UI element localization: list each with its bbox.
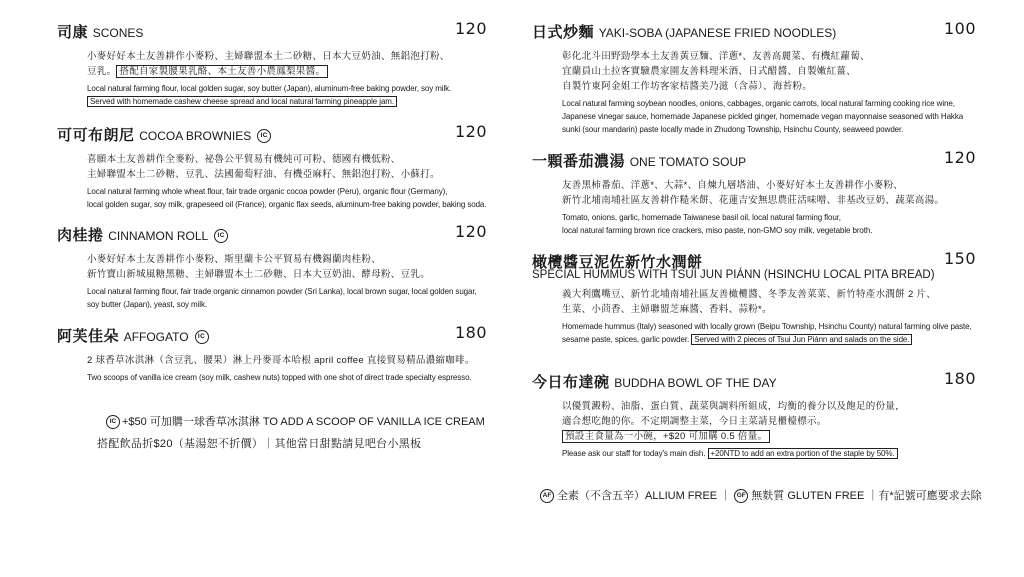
- drink-discount-note: 搭配飲品折$20（基湯恕不折價）｜其他當日甜點請見吧台小黑板: [97, 438, 422, 450]
- gf-badge-icon: GF: [734, 489, 748, 503]
- item-desc-en: Tomato, onions, garlic, homemade Taiwanese basil oil, local natural farming flour, local natural farming brown rice crackers, miso paste, non-GMO soy milk, vegetable broth.: [562, 213, 873, 235]
- item-desc-en: Local natural farming whole wheat flour, fair trade organic cocoa powder (Peru), organic flour (Germany), local golden sugar, soy milk, grapeseed oil (France), organic flax seeds, aluminum-free baking powder, baking soda.: [87, 187, 487, 209]
- item-desc-zh: 義大利鷹嘴豆、新竹北埔南埔社區友善橄欖醬、冬季友善菜菜、新竹特產水潤餅 2 片、 生菜、小茴香、主婦聯盟芝麻醬、香料、蒜粉*。: [562, 289, 937, 315]
- menu-item-affogato: [57, 325, 487, 384]
- item-desc-zh: 喜願本土友善耕作全麥粉、祕魯公平貿易有機純可可粉、德國有機低粉、 主婦聯盟本土二砂糖、豆乳、法國葡萄籽油、有機亞麻籽、無鋁泡打粉、小蘇打。: [87, 154, 440, 180]
- ic-badge-icon: IC: [257, 129, 271, 143]
- af-badge-icon: AF: [540, 489, 554, 503]
- item-price: 180: [943, 369, 976, 388]
- item-desc-zh: 友善黑柿番茄、洋蔥*、大蒜*、自煉九層塔油、小麥好好本土友善耕作小麥粉、 新竹北埔南埔社區友善耕作糙米餅、花蓮吉安無思農莊活味噌、非基改豆奶、蔬菜高湯。: [562, 180, 945, 206]
- item-desc-en: Two scoops of vanilla ice cream (soy milk, cashew nuts) topped with one shot of direct trade specialty espresso.: [87, 373, 472, 382]
- item-desc-zh: 彰化北斗田野勁學本土友善黃豆麵、洋蔥*、友善高麗菜、有機紅蘿蔔、 宜蘭員山土拉客實驗農家園友善料理米酒、日式醋醬、自製嫩紅薑、 自製竹東阿金姐工作坊客家桔醬美乃滋（含蒜）、海苔粉。: [562, 51, 870, 92]
- item-title: 可可布朗尼 COCOA BROWNIES IC: [57, 127, 271, 144]
- item-title: 一顆番茄濃湯 ONE TOMATO SOUP: [532, 153, 747, 170]
- item-title: 今日布達碗 BUDDHA BOWL OF THE DAY: [532, 374, 777, 391]
- item-price: 120: [454, 19, 487, 38]
- diet-legend: AF 全素（不含五辛）ALLIUM FREE ｜ GF 無麩質 GLUTEN FREE ｜有*記號可應要求去除: [540, 487, 982, 503]
- menu-item-yakisoba: [532, 21, 976, 136]
- menu-item-hummus: [532, 251, 976, 346]
- item-desc-en: Please ask our staff for today's main dish. +20NTD to add an extra portion of the staple by 50%.: [562, 447, 976, 460]
- item-desc-en: Local natural farming soybean noodles, onions, cabbages, organic carrots, local natural farming cooking rice wine, Japanese vinegar sauce, homemade Japanese pickled ginger, homemade vegan mayonnaise seasoned with Hakka sunki (sour mandarin) paste locally made in Zhudong Township, Hsinchu County, seaweed powder.: [562, 99, 964, 134]
- ice-cream-addon-note: IC +$50 可加購一球香草冰淇淋 TO ADD A SCOOP OF VANILLA ICE CREAM: [106, 413, 485, 429]
- item-desc-en: Local natural farming flour, fair trade organic cinnamon powder (Sri Lanka), local brown sugar, local golden sugar, soy butter (Japan), yeast, soy milk.: [87, 287, 477, 309]
- item-desc-en: Homemade hummus (Italy) seasoned with locally grown (Beipu Township, Hsinchu County) natural farming olive paste, sesame paste, spices, garlic powder. Served with 2 pieces of Tsui Jun Piánn and salads on the side.: [562, 322, 972, 344]
- item-desc-zh: 以優質澱粉、油脂、蛋白質、蔬菜與調料所組成，均衡的養分以及飽足的份量， 適合想吃飽的你。不定期調整主菜，今日主菜請見櫃檯標示。 預設主食量為一小碗，+$20 可加購 0.5 倍量。: [562, 401, 906, 442]
- item-desc-zh: 小麥好好本土友善耕作小麥粉、主婦聯盟本土二砂糖、日本大豆奶油、無鋁泡打粉、 豆乳。 搭配自家製腰果乳酪、本土友善小農鳳梨果醬。: [87, 51, 450, 77]
- ic-badge-icon: IC: [106, 415, 120, 429]
- item-title: 日式炒麵 YAKI-SOBA (JAPANESE FRIED NOODLES): [532, 24, 837, 41]
- ic-badge-icon: IC: [214, 229, 228, 243]
- item-desc-zh: 小麥好好本土友善耕作小麥粉、斯里蘭卡公平貿易有機錫蘭肉桂粉、 新竹寶山新城風糖黑糖、主婦聯盟本土二砂糖、日本大豆奶油、酵母粉、豆乳。: [87, 254, 431, 280]
- menu-item-cinnamon-roll: [57, 224, 487, 311]
- item-price: 120: [454, 222, 487, 241]
- item-desc-zh: 2 球香草冰淇淋（含豆乳、腰果）淋上丹麥哥本哈根 april coffee 直接貿易精品濃縮咖啡。: [87, 355, 475, 366]
- item-title: 司康 SCONES: [57, 24, 144, 41]
- item-title: 阿芙佳朵 AFFOGATO IC: [57, 328, 209, 345]
- ic-badge-icon: IC: [195, 330, 209, 344]
- item-price: 180: [454, 323, 487, 342]
- menu-item-brownies: [57, 124, 487, 211]
- item-price: 150: [943, 249, 976, 268]
- item-title: 肉桂捲 CINNAMON ROLL IC: [57, 227, 228, 244]
- item-title: 橄欖醬豆泥佐新竹水潤餅: [532, 254, 703, 271]
- menu-item-tomato-soup: [532, 150, 976, 237]
- item-desc-en: Local natural farming flour, local golden sugar, soy butter (Japan), aluminum-free baking powder, soy milk. Served with homemade cashew cheese spread and local natural farming pineapple jam.: [87, 84, 452, 106]
- menu-item-buddha-bowl: [532, 371, 976, 460]
- menu-item-scones: [57, 21, 487, 108]
- item-price: 120: [943, 148, 976, 167]
- item-price: 120: [454, 122, 487, 141]
- item-price: 100: [943, 19, 976, 38]
- item-subtitle-en: SPECIAL HUMMUS WITH TSUÍ JUN PIÁNN (HSINCHU LOCAL PITA BREAD): [532, 269, 935, 281]
